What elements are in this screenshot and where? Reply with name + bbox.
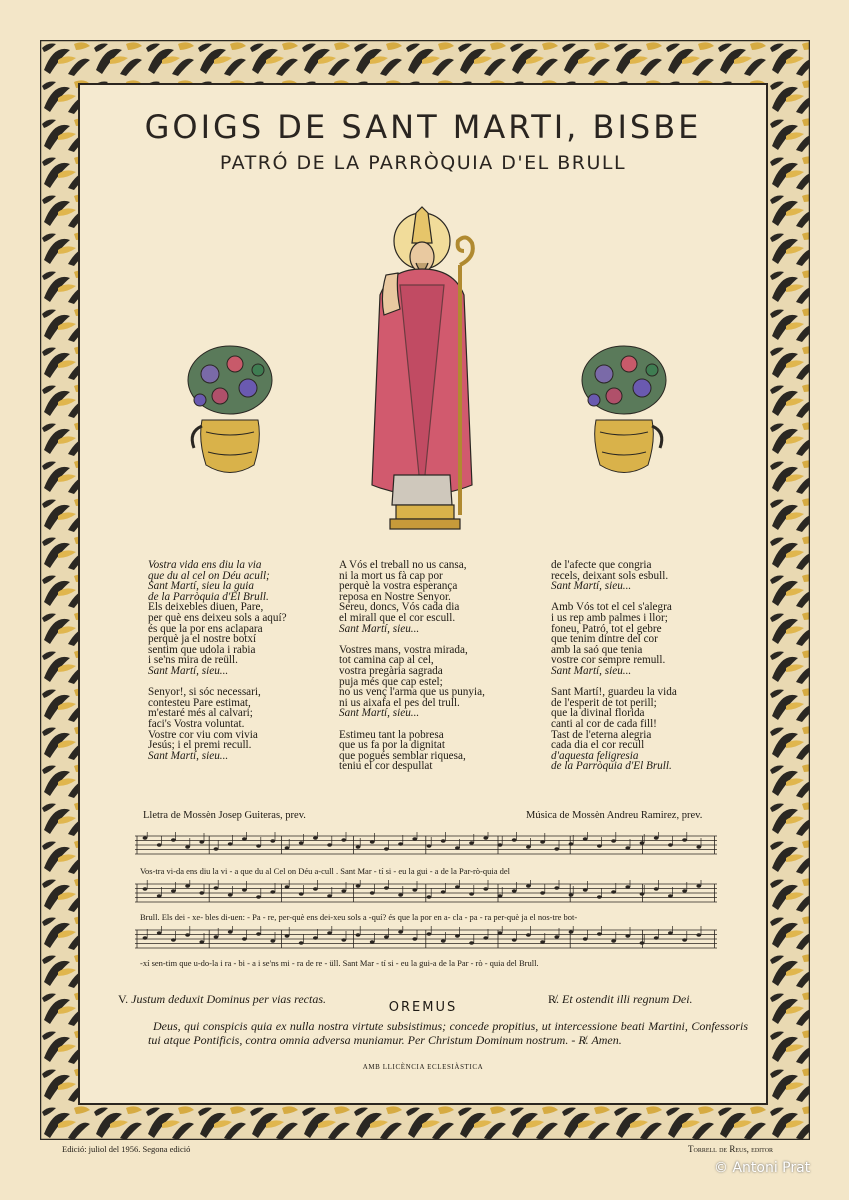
verse-line: A Vós el treball no us cansa, xyxy=(339,559,467,571)
verse-line: teniu el cor despullat xyxy=(339,760,433,773)
verse-line: Vostra vida ens diu la via xyxy=(148,559,262,571)
verse-column-2 xyxy=(339,560,485,772)
note-head xyxy=(682,838,687,841)
note-head xyxy=(214,886,219,889)
verse-line: i us rep amb palmes i llor; xyxy=(551,611,668,624)
note-head xyxy=(327,931,332,934)
note-head xyxy=(157,894,162,897)
note-head xyxy=(242,937,247,940)
note-head xyxy=(228,842,233,845)
verse-line: Sant Martí, sieu... xyxy=(551,580,632,593)
verse-line: Sant Martí, sieu... xyxy=(339,622,420,635)
verse-line: m'estaré més al calvari; xyxy=(148,707,253,720)
note-head xyxy=(654,936,659,939)
note-head xyxy=(285,885,290,888)
note-head xyxy=(171,838,176,841)
note-head xyxy=(427,895,432,898)
verse-line: cada dia el cor recull xyxy=(551,739,645,752)
note-head xyxy=(597,932,602,935)
note-head xyxy=(313,836,318,839)
note-head xyxy=(498,843,503,846)
verse-line: de la Parròquia d'El Brull. xyxy=(148,590,269,603)
verse-line: puja més que cap estel; xyxy=(339,675,443,688)
note-head xyxy=(441,839,446,842)
note-head xyxy=(512,838,517,841)
score-lyrics-line-2: Brull. Els dei - xe- bles di-uen: - Pa - re, per-què ens dei-xeu sols a -quí? és que la por en a- cla - pa - ra per-què ja el nos-tre bot- xyxy=(140,912,578,922)
edition-note: Edició: juliol del 1956. Segona edició xyxy=(62,1144,191,1154)
note-head xyxy=(441,939,446,942)
note-head xyxy=(611,839,616,842)
note-head xyxy=(412,837,417,840)
verse-line: Amb Vós tot el cel s'alegra xyxy=(551,601,672,614)
note-head xyxy=(640,892,645,895)
note-head xyxy=(455,885,460,888)
verse-line: sentim que udola i rabia xyxy=(148,643,256,656)
note-head xyxy=(384,847,389,850)
note-head xyxy=(469,941,474,944)
note-head xyxy=(597,895,602,898)
note-head xyxy=(483,936,488,939)
note-head xyxy=(313,887,318,890)
note-head xyxy=(370,940,375,943)
note-head xyxy=(483,836,488,839)
oremus-heading: OREMUS xyxy=(388,1000,458,1015)
note-head xyxy=(143,936,148,939)
verse-line: Sereu, doncs, Vós cada dia xyxy=(339,601,460,614)
note-head xyxy=(498,894,503,897)
note-head xyxy=(640,841,645,844)
verse-line: perquè ja el nostre botxí xyxy=(148,633,257,646)
note-head xyxy=(569,930,574,933)
verse-line: Senyor!, si sóc necessari, xyxy=(148,686,261,699)
verse-line xyxy=(339,719,485,730)
verse-line: perquè la vostra esperança xyxy=(339,580,458,593)
note-head xyxy=(143,887,148,890)
note-head xyxy=(171,938,176,941)
note-head xyxy=(256,895,261,898)
note-head xyxy=(696,884,701,887)
note-head xyxy=(299,841,304,844)
note-head xyxy=(625,846,630,849)
score-lyrics-line-1: Vos-tra vi-da ens diu la vi - a que du al Cel on Déu a-cull . Sant Mar - tí si - eu la gui - a de la Par-rò-quia del xyxy=(140,866,511,876)
verse-line: contesteu Pare estimat, xyxy=(148,696,251,709)
note-head xyxy=(540,940,545,943)
note-head xyxy=(554,935,559,938)
note-head xyxy=(412,937,417,940)
publisher-note: Torrell de Reus, editor xyxy=(688,1144,774,1154)
note-head xyxy=(285,846,290,849)
flower-pot-right-illustration xyxy=(574,340,674,490)
verse-line: Sant Martí, sieu... xyxy=(148,749,229,762)
note-head xyxy=(157,843,162,846)
music-staff-2 xyxy=(135,880,717,910)
note-head xyxy=(370,840,375,843)
note-head xyxy=(285,934,290,937)
note-head xyxy=(526,845,531,848)
note-head xyxy=(341,938,346,941)
verse-line: i se'ns mira de reüll. xyxy=(148,654,238,667)
verse-line: Vostres mans, vostra mirada, xyxy=(339,643,468,656)
verse-line: amb la saó que tenia xyxy=(551,643,643,656)
versicle-text: Justum deduxit Dominus per vias rectas. xyxy=(131,992,326,1006)
music-credit: Música de Mossèn Andreu Ramirez, prev. xyxy=(526,810,703,821)
score-lyrics-line-3: -xí sen-tim que u-do-la i ra - bi - a i se'ns mi - ra de re - üll. Sant Mar - tí si - eu la gui-a de la Par - rò - quia del Brull. xyxy=(140,958,539,968)
verse-line: recels, deixant sols esbull. xyxy=(551,569,669,582)
flower-pot-left-illustration xyxy=(180,340,280,490)
verse-line: que tenim dintre del cor xyxy=(551,633,658,646)
note-head xyxy=(185,933,190,936)
response-mark: R̸. xyxy=(548,992,560,1006)
note-head xyxy=(143,836,148,839)
note-head xyxy=(554,886,559,889)
note-head xyxy=(611,890,616,893)
verse-line: de l'esperit de tot perill; xyxy=(551,696,657,709)
note-head xyxy=(455,846,460,849)
verse-line: Sant Martí, sieu... xyxy=(148,664,229,677)
note-head xyxy=(512,889,517,892)
verse-line: Vostre cor viu com vivia xyxy=(148,728,258,741)
note-head xyxy=(469,892,474,895)
note-head xyxy=(356,845,361,848)
note-head xyxy=(526,933,531,936)
note-head xyxy=(569,893,574,896)
note-head xyxy=(569,842,574,845)
page-subtitle: PATRÓ DE LA PARRÒQUIA D'EL BRULL xyxy=(219,152,627,174)
verse-line: és que la por ens aclapara xyxy=(148,622,263,635)
verse-column-3 xyxy=(551,560,677,772)
verse-line: no us venç l'arma que us punyia, xyxy=(339,686,485,699)
note-head xyxy=(654,887,659,890)
note-head xyxy=(199,891,204,894)
note-head xyxy=(398,893,403,896)
verse-line: Tast de l'eterna alegria xyxy=(551,728,652,741)
note-head xyxy=(682,938,687,941)
note-head xyxy=(157,931,162,934)
note-head xyxy=(540,891,545,894)
note-head xyxy=(398,842,403,845)
watermark: © Antoni Prat xyxy=(714,1160,811,1176)
note-head xyxy=(498,931,503,934)
verse-line: que du al cel on Déu acull; xyxy=(148,569,270,582)
note-head xyxy=(185,884,190,887)
note-head xyxy=(554,847,559,850)
verse-line: vostra pregària sagrada xyxy=(339,664,443,677)
verse-line: foneu, Patró, tot el gebre xyxy=(551,622,662,635)
note-head xyxy=(327,894,332,897)
note-head xyxy=(199,940,204,943)
verse-line: Estimeu tant la pobresa xyxy=(339,728,444,741)
note-head xyxy=(512,938,517,941)
note-head xyxy=(455,934,460,937)
note-head xyxy=(682,889,687,892)
note-head xyxy=(540,840,545,843)
note-head xyxy=(214,847,219,850)
note-head xyxy=(696,845,701,848)
note-head xyxy=(427,844,432,847)
note-head xyxy=(384,935,389,938)
note-head xyxy=(242,888,247,891)
verse-line: tot camina cap al cel, xyxy=(339,654,434,667)
verse-line: de l'afecte que congria xyxy=(551,559,652,571)
verse-line: que us fa por la dignitat xyxy=(339,739,445,752)
note-head xyxy=(313,936,318,939)
note-head xyxy=(327,843,332,846)
note-head xyxy=(597,844,602,847)
verse-line: Sant Martí, sieu... xyxy=(551,664,632,677)
page-title: GOIGS DE SANT MARTI, BISBE xyxy=(144,108,702,146)
verse-line: reposa en Nostre Senyor. xyxy=(339,590,451,603)
note-head xyxy=(270,939,275,942)
note-head xyxy=(668,931,673,934)
licence-note: AMB LLICÈNCIA ECLESIÀSTICA xyxy=(362,1063,484,1071)
verse-line: de la Parròquia d'El Brull. xyxy=(551,760,672,773)
response-text: Et ostendit illi regnum Dei. xyxy=(562,992,693,1006)
verse-line: d'aquesta feligresia xyxy=(551,749,639,762)
note-head xyxy=(526,884,531,887)
note-head xyxy=(625,934,630,937)
note-head xyxy=(441,890,446,893)
verse-line: vostre cor sempre remull. xyxy=(551,654,666,667)
note-head xyxy=(299,892,304,895)
verse-line: ni la mort us fà cap por xyxy=(339,569,443,582)
note-head xyxy=(356,884,361,887)
note-head xyxy=(370,891,375,894)
note-head xyxy=(384,886,389,889)
note-head xyxy=(427,932,432,935)
note-head xyxy=(270,839,275,842)
note-head xyxy=(483,887,488,890)
note-head xyxy=(640,941,645,944)
note-head xyxy=(356,933,361,936)
note-head xyxy=(228,893,233,896)
note-head xyxy=(214,935,219,938)
note-head xyxy=(668,894,673,897)
versicle-mark: V. xyxy=(118,992,129,1006)
note-head xyxy=(583,888,588,891)
note-head xyxy=(398,930,403,933)
note-head xyxy=(654,836,659,839)
verse-line: Jesús; i el premi recull. xyxy=(148,739,252,752)
verse-line: Sant Martí, sieu la guia xyxy=(148,580,254,593)
verse-line: Sant Martí!, guardeu la vida xyxy=(551,686,677,699)
verse-line: canti al cor de cada fill! xyxy=(551,717,657,730)
note-head xyxy=(668,843,673,846)
note-head xyxy=(341,838,346,841)
note-head xyxy=(171,889,176,892)
verse-line: per què ens deixeu sols a aquí? xyxy=(148,611,287,624)
note-head xyxy=(199,840,204,843)
lyrics-credit: Lletra de Mossèn Josep Guiteras, prev. xyxy=(143,810,306,821)
note-head xyxy=(228,930,233,933)
note-head xyxy=(242,837,247,840)
verse-line: faci's Vostra voluntat. xyxy=(148,717,245,730)
verse-column-1 xyxy=(148,560,287,761)
note-head xyxy=(412,888,417,891)
note-head xyxy=(299,941,304,944)
note-head xyxy=(583,937,588,940)
prayer-text: Deus, qui conspicis quia ex nulla nostra virtute subsistimus; concede propitius, ut intercessione beati Martini, Confessoris tui atque Pontificis, contra omnia adversa muniamur. Per Christum Dominum nostrum. - R̸. Amen. xyxy=(148,1019,748,1047)
note-head xyxy=(583,837,588,840)
note-head xyxy=(256,932,261,935)
verse-line: que pogués semblar riquesa, xyxy=(339,749,466,762)
note-head xyxy=(270,890,275,893)
verse-line: el mirall que el cor escull. xyxy=(339,611,456,624)
music-staff-1 xyxy=(135,832,717,862)
note-head xyxy=(625,885,630,888)
note-head xyxy=(341,889,346,892)
note-head xyxy=(611,939,616,942)
note-head xyxy=(256,844,261,847)
note-head xyxy=(696,933,701,936)
verse-line: Els deixebles diuen, Pare, xyxy=(148,601,264,614)
note-head xyxy=(469,841,474,844)
verse-line: Sant Martí, sieu... xyxy=(339,707,420,720)
music-staff-3 xyxy=(135,926,717,956)
verse-line: que la divinal florida xyxy=(551,707,645,720)
verse-line: ni us aixafa el pes del trull. xyxy=(339,696,460,709)
saint-martin-illustration xyxy=(360,205,490,535)
note-head xyxy=(185,845,190,848)
